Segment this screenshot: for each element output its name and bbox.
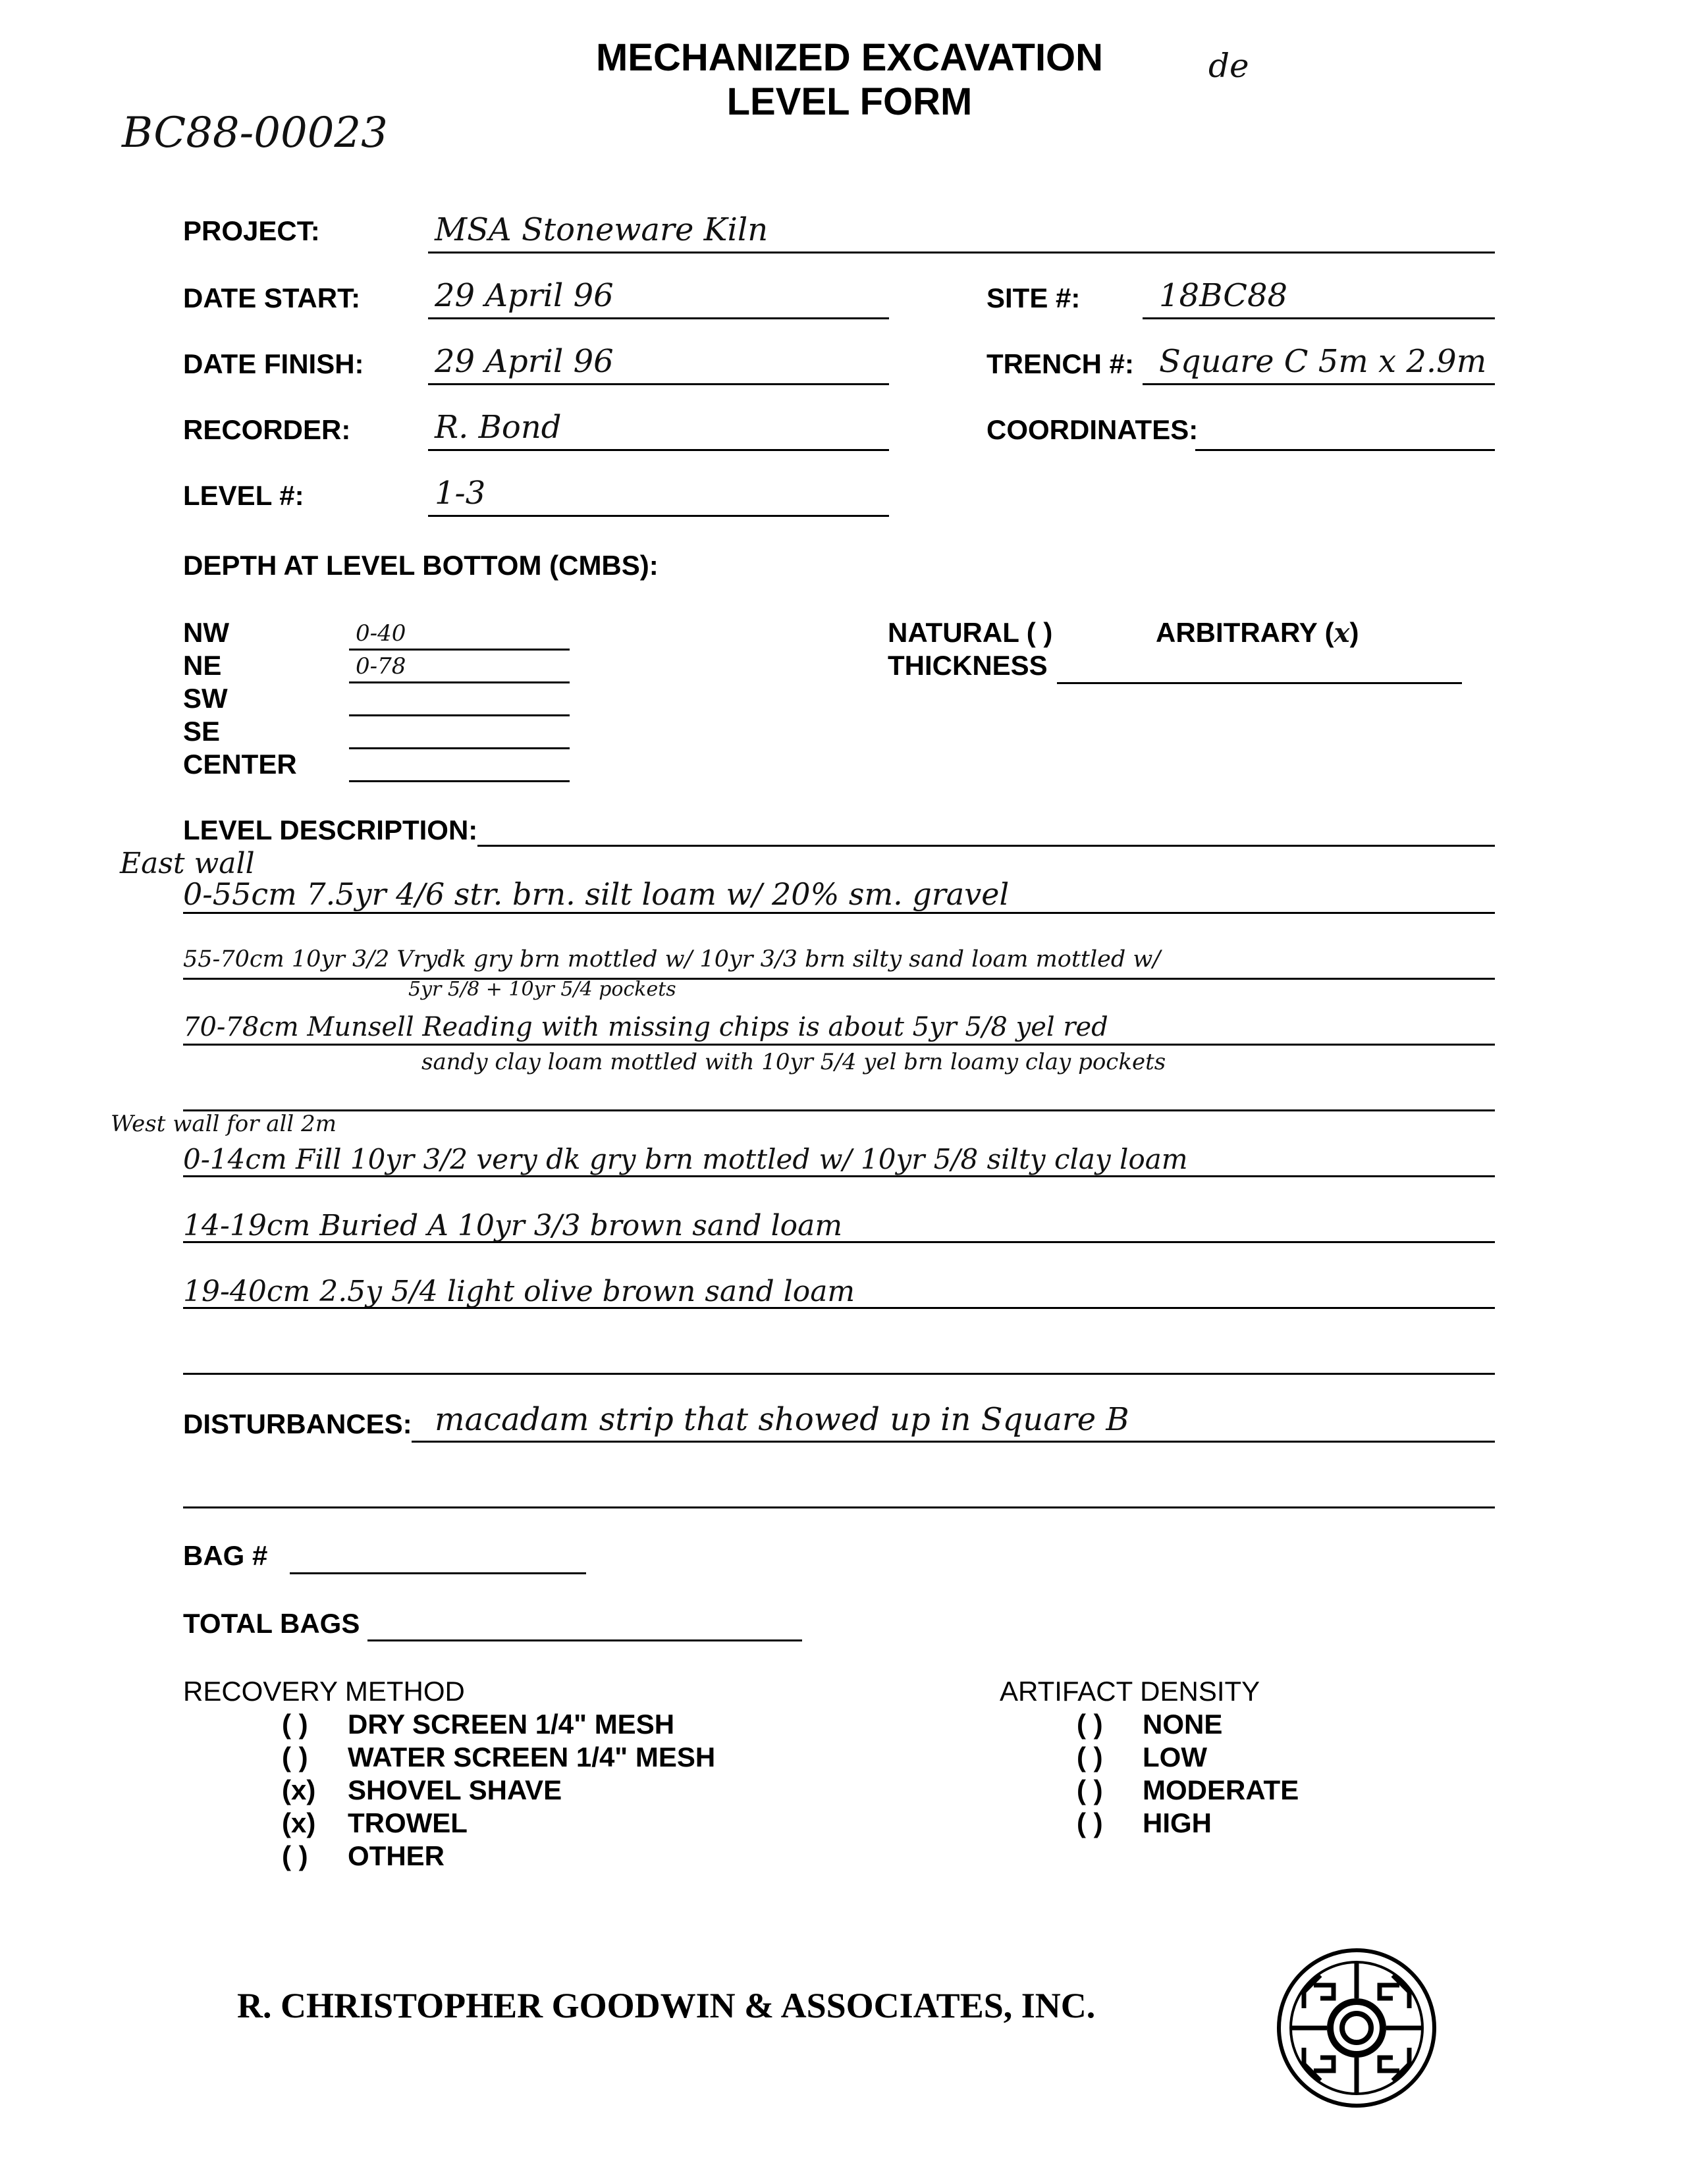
company-logo-icon — [1274, 1946, 1439, 2110]
recovery-option[interactable] — [282, 1711, 715, 1744]
recorder-label: RECORDER: — [183, 414, 351, 445]
description-line-1 — [183, 912, 1495, 914]
center-line[interactable] — [349, 780, 570, 782]
site-label: SITE #: — [986, 282, 1081, 313]
artifact-density-list — [1077, 1711, 1299, 1842]
density-option-mark: ( ) — [1077, 1807, 1103, 1838]
coordinates-line[interactable] — [1195, 449, 1495, 451]
nw-value[interactable]: 0-40 — [356, 620, 406, 647]
center-label: CENTER — [183, 749, 297, 780]
se-label: SE — [183, 716, 221, 747]
project-value[interactable]: MSA Stoneware Kiln — [435, 211, 769, 248]
density-option-mark: ( ) — [1077, 1774, 1103, 1805]
date-start-value[interactable]: 29 April 96 — [435, 277, 614, 314]
coordinates-label: COORDINATES: — [986, 414, 1199, 445]
east-line-2[interactable]: 55-70cm 10yr 3/2 Vrydk gry brn mottled w/ 10yr 3/3 brn silty sand loam mottled w/ — [183, 946, 1161, 972]
level-num-line — [428, 515, 889, 517]
date-start-line — [428, 317, 889, 319]
west-wall-label: West wall for all 2m — [111, 1111, 337, 1137]
description-line-4 — [183, 1109, 1495, 1111]
date-finish-value[interactable]: 29 April 96 — [435, 343, 614, 380]
company-name: R. CHRISTOPHER GOODWIN & ASSOCIATES, INC. — [237, 1986, 1096, 2025]
total-bags-label: TOTAL BAGS — [183, 1608, 360, 1639]
density-option-mark: ( ) — [1077, 1742, 1103, 1772]
description-line-8[interactable] — [183, 1373, 1495, 1375]
recovery-option-mark: (x) — [282, 1774, 316, 1805]
document-id: BC88-00023 — [122, 109, 388, 157]
project-line — [428, 252, 1495, 253]
thickness-line[interactable] — [1057, 682, 1462, 684]
artifact-density-heading: ARTIFACT DENSITY — [1000, 1676, 1260, 1707]
recovery-option-label: OTHER — [348, 1840, 445, 1871]
recovery-option-label: TROWEL — [348, 1807, 468, 1838]
bag-line[interactable] — [290, 1572, 586, 1574]
nw-line — [349, 649, 570, 651]
level-num-value[interactable]: 1-3 — [435, 475, 486, 512]
ne-line — [349, 681, 570, 683]
arbitrary-label: ARBITRARY ( — [1156, 617, 1334, 648]
trench-value[interactable]: Square C 5m x 2.9m — [1159, 343, 1487, 380]
description-line-0 — [477, 845, 1495, 847]
form-title — [520, 36, 1179, 124]
recovery-option-mark: (x) — [282, 1807, 316, 1838]
arbitrary-close: ) — [1349, 617, 1359, 648]
density-option[interactable] — [1077, 1744, 1299, 1776]
reviewer-initials: de — [1208, 47, 1249, 85]
arbitrary-check: x — [1334, 618, 1350, 649]
form-title-line1: MECHANIZED EXCAVATION — [595, 36, 1104, 79]
recovery-method-heading: RECOVERY METHOD — [183, 1676, 465, 1707]
west-line-1[interactable]: 0-14cm Fill 10yr 3/2 very dk gry brn mottled w/ 10yr 5/8 silty clay loam — [183, 1143, 1188, 1175]
disturbances-label: DISTURBANCES: — [183, 1408, 412, 1439]
form-title-line2: LEVEL FORM — [726, 80, 973, 123]
density-option-mark: ( ) — [1077, 1709, 1103, 1740]
recovery-method-list — [282, 1711, 715, 1875]
recovery-option-mark: ( ) — [282, 1840, 308, 1871]
project-label: PROJECT: — [183, 215, 320, 246]
level-num-label: LEVEL #: — [183, 480, 304, 511]
recovery-option-label: DRY SCREEN 1/4" MESH — [348, 1709, 675, 1740]
west-line-3[interactable]: 19-40cm 2.5y 5/4 light olive brown sand loam — [183, 1275, 855, 1308]
density-option[interactable] — [1077, 1711, 1299, 1744]
date-finish-label: DATE FINISH: — [183, 348, 364, 379]
total-bags-line[interactable] — [367, 1639, 802, 1641]
density-option-label: MODERATE — [1143, 1774, 1299, 1805]
disturbances-line-2[interactable] — [183, 1506, 1495, 1508]
date-start-label: DATE START: — [183, 282, 361, 313]
east-line-3[interactable]: 5yr 5/8 + 10yr 5/4 pockets — [408, 978, 676, 1001]
density-option-label: LOW — [1143, 1742, 1207, 1772]
recorder-line — [428, 449, 889, 451]
date-finish-line — [428, 383, 889, 385]
arbitrary-option[interactable] — [1156, 619, 1359, 647]
se-line[interactable] — [349, 747, 570, 749]
level-description-label: LEVEL DESCRIPTION: — [183, 814, 478, 845]
east-line-1[interactable]: 0-55cm 7.5yr 4/6 str. brn. silt loam w/ 20% sm. gravel — [183, 876, 1010, 912]
trench-line — [1143, 383, 1495, 385]
recovery-option[interactable] — [282, 1842, 715, 1875]
recovery-option-mark: ( ) — [282, 1709, 308, 1740]
recovery-option[interactable] — [282, 1744, 715, 1776]
ne-value[interactable]: 0-78 — [356, 653, 406, 679]
trench-label: TRENCH #: — [986, 348, 1135, 379]
recovery-option-mark: ( ) — [282, 1742, 308, 1772]
sw-label: SW — [183, 683, 228, 714]
recovery-option[interactable] — [282, 1809, 715, 1842]
density-option-label: HIGH — [1143, 1807, 1212, 1838]
natural-option[interactable]: NATURAL ( ) — [888, 617, 1053, 648]
disturbances-value[interactable]: macadam strip that showed up in Square B — [435, 1401, 1129, 1438]
description-line-2 — [183, 978, 1495, 980]
bag-label: BAG # — [183, 1540, 268, 1571]
density-option[interactable] — [1077, 1776, 1299, 1809]
site-line — [1143, 317, 1495, 319]
east-line-4[interactable]: 70-78cm Munsell Reading with missing chips is about 5yr 5/8 yel red — [183, 1012, 1108, 1042]
thickness-label: THICKNESS — [888, 650, 1048, 681]
nw-label: NW — [183, 617, 229, 648]
disturbances-line-1 — [412, 1441, 1495, 1443]
sw-line[interactable] — [349, 714, 570, 716]
recorder-value[interactable]: R. Bond — [435, 409, 562, 446]
site-value[interactable]: 18BC88 — [1159, 277, 1288, 314]
density-option-label: NONE — [1143, 1709, 1223, 1740]
description-line-5 — [183, 1175, 1495, 1177]
west-line-2[interactable]: 14-19cm Buried A 10yr 3/3 brown sand loam — [183, 1209, 843, 1242]
recovery-option[interactable] — [282, 1776, 715, 1809]
east-line-5[interactable]: sandy clay loam mottled with 10yr 5/4 yel brn loamy clay pockets — [421, 1049, 1166, 1075]
depth-label: DEPTH AT LEVEL BOTTOM (CMBS): — [183, 550, 659, 581]
ne-label: NE — [183, 650, 222, 681]
recovery-option-label: SHOVEL SHAVE — [348, 1774, 562, 1805]
recovery-option-label: WATER SCREEN 1/4" MESH — [348, 1742, 716, 1772]
density-option[interactable] — [1077, 1809, 1299, 1842]
east-wall-label: East wall — [120, 847, 255, 880]
description-line-3 — [183, 1044, 1495, 1046]
